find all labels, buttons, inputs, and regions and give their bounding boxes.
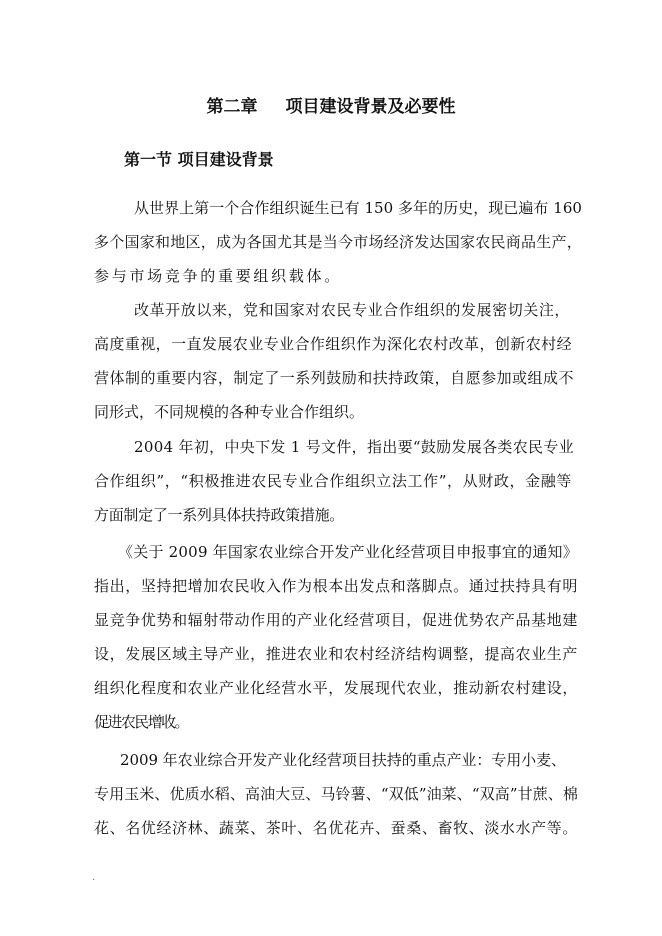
paragraph-line: 组织化程度和农业产业化经营水平，发展现代农业，推动新农村建设， (94, 679, 578, 697)
paragraph-line: 《关于 2009 年国家农业综合开发产业化经营项目申报事宜的通知》 (118, 543, 578, 561)
paragraph-line: 营体制的重要内容，制定了一系列鼓励和扶持政策，自愿参加或组成不 (94, 369, 574, 387)
footer-mark: . (92, 872, 96, 883)
paragraph-line: 花、名优经济林、蔬菜、茶叶、名优花卉、蚕桑、畜牧、淡水水产等。 (94, 819, 578, 837)
chapter-number: 第二章 (206, 97, 258, 117)
paragraph-line: 指出，坚持把增加农民收入作为根本出发点和落脚点。通过扶持具有明 (94, 577, 578, 595)
paragraph-line: 2004 年初，中央下发 1 号文件，指出要“鼓励发展各类农民专业 (134, 438, 574, 456)
paragraph-line: 多个国家和地区，成为各国尤其是当今市场经济发达国家农民商品生产， (94, 233, 582, 251)
paragraph-line: 改革开放以来，党和国家对农民专业合作组织的发展密切关注， (134, 301, 570, 319)
paragraph-line: 合作组织”，“积极推进农民专业合作组织立法工作”，从财政，金融等 (94, 472, 572, 490)
paragraph-line: 从世界上第一个合作组织诞生已有 150 多年的历史，现已遍布 160 (134, 199, 582, 217)
chapter-heading (0, 92, 662, 117)
paragraph-line: 专用玉米、优质水稻、高油大豆、马铃薯、“双低”油菜、“双高”甘蔗、棉 (94, 785, 578, 803)
paragraph-line: 高度重视，一直发展农业专业合作组织作为深化农村改革，创新农村经 (94, 335, 572, 353)
paragraph-line: 同形式，不同规模的各种专业合作组织。 (94, 403, 364, 421)
paragraph-line: 方面制定了一系列具体扶持政策措施。 (94, 506, 344, 524)
paragraph-line: 设，发展区域主导产业，推进农业和农村经济结构调整，提高农业生产 (94, 645, 578, 663)
chapter-title: 项目建设背景及必要性 (285, 97, 456, 117)
paragraph-line: 2009 年农业综合开发产业化经营项目扶持的重点产业：专用小麦、 (120, 751, 566, 769)
section-heading: 第一节 项目建设背景 (124, 150, 274, 169)
paragraph-line: 促进农民增收。 (94, 713, 188, 731)
paragraph-line: 参与市场竞争的重要组织载体。 (94, 267, 342, 285)
paragraph-line: 显竞争优势和辐射带动作用的产业化经营项目，促进优势农产品基地建 (94, 611, 578, 629)
